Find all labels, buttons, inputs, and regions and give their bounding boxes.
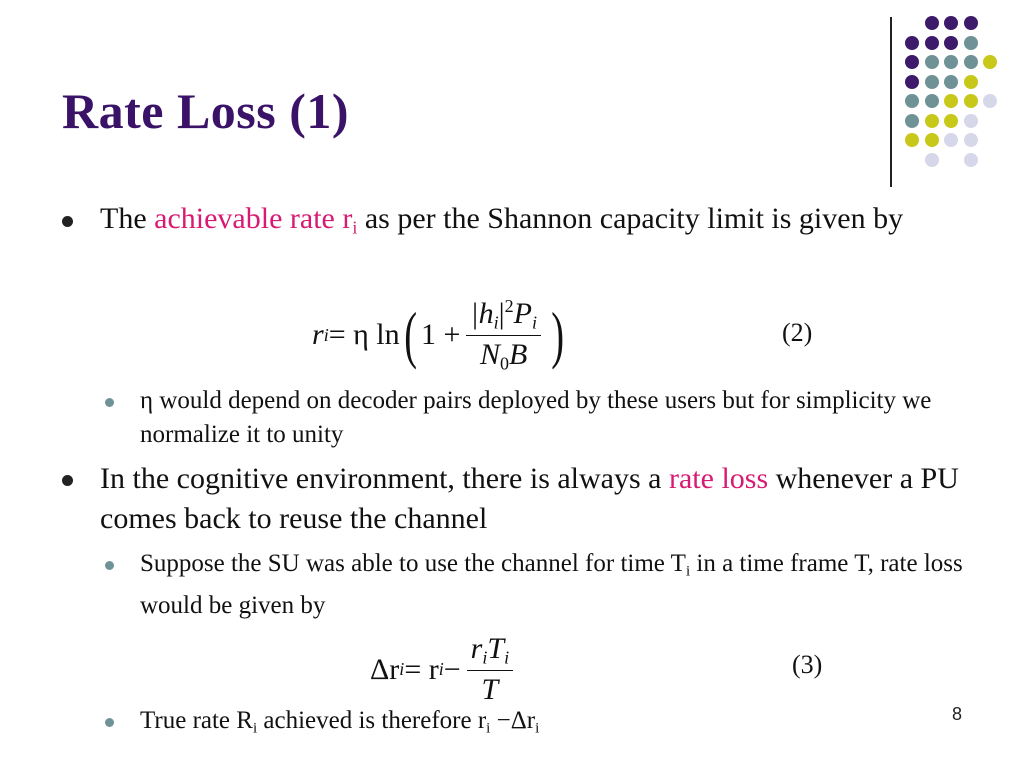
decorative-dot <box>925 153 939 167</box>
decorative-dot <box>905 133 919 147</box>
decorative-dot <box>944 36 958 50</box>
highlight-achievable-rate: achievable rate $r_i$ <box>154 202 358 238</box>
decorative-dot <box>944 114 958 128</box>
decorative-dot <box>905 75 919 89</box>
decorative-dot <box>964 114 978 128</box>
decorative-dot <box>925 114 939 128</box>
decorative-dot <box>925 94 939 108</box>
decorative-dot <box>925 36 939 50</box>
equation-2: r i = η ln ( 1 + $\frac{|h_i|^2P_i}{N_0B}$ ) <box>312 296 565 374</box>
decorative-dot <box>944 75 958 89</box>
decorative-dot <box>944 55 958 69</box>
sub-bullet-marker <box>105 398 114 407</box>
decorative-dot <box>905 55 919 69</box>
decorative-dot <box>905 94 919 108</box>
decorative-dot <box>964 55 978 69</box>
decorative-dot <box>905 36 919 50</box>
decorative-dot-grid <box>0 0 1024 200</box>
sub-bullet-marker <box>105 561 114 570</box>
decorative-dot <box>964 133 978 147</box>
sub-bullet-marker <box>105 718 114 727</box>
bullet-eta-note: η would depend on decoder pairs deployed by these users but for simplicity we normalize it to unity <box>140 387 932 448</box>
decorative-dot <box>925 75 939 89</box>
decorative-dot <box>925 133 939 147</box>
bullet-marker <box>62 216 73 227</box>
bullet-true-rate: True rate $R_i$ achieved is therefore $r_i -\Delta r_i$ <box>140 707 540 737</box>
highlight-rate-loss: rate loss <box>669 462 769 495</box>
page-number: 8 <box>952 704 963 724</box>
decorative-dot <box>983 94 997 108</box>
decorative-dot <box>944 133 958 147</box>
equation-3-number: (3) <box>792 650 823 679</box>
bullet-marker <box>62 475 73 486</box>
decorative-dot <box>964 94 978 108</box>
decorative-dot <box>925 55 939 69</box>
decorative-dot <box>905 114 919 128</box>
bullet-su-time: Suppose the SU was able to use the channel for time $T_i$ in a time frame T, rate loss would be given by <box>140 550 963 619</box>
decorative-dot <box>964 36 978 50</box>
decorative-dot <box>925 16 939 30</box>
bullet-achievable-rate: The achievable rate $r_i$ as per the Shannon capacity limit is given by <box>100 202 904 238</box>
equation-3: Δr i = r i − $\frac{r_iT_i}{T}$ <box>370 632 519 707</box>
decorative-dot <box>983 55 997 69</box>
decorative-dot <box>944 16 958 30</box>
decorative-dot <box>944 94 958 108</box>
bullet-rate-loss: In the cognitive environment, there is always a rate loss whenever a PU comes back to reuse the channel <box>100 462 959 535</box>
decorative-dot <box>964 16 978 30</box>
decorative-dot <box>964 153 978 167</box>
equation-2-number: (2) <box>782 318 813 347</box>
slide-title: Rate Loss (1) <box>62 83 350 139</box>
decorative-dot <box>964 75 978 89</box>
